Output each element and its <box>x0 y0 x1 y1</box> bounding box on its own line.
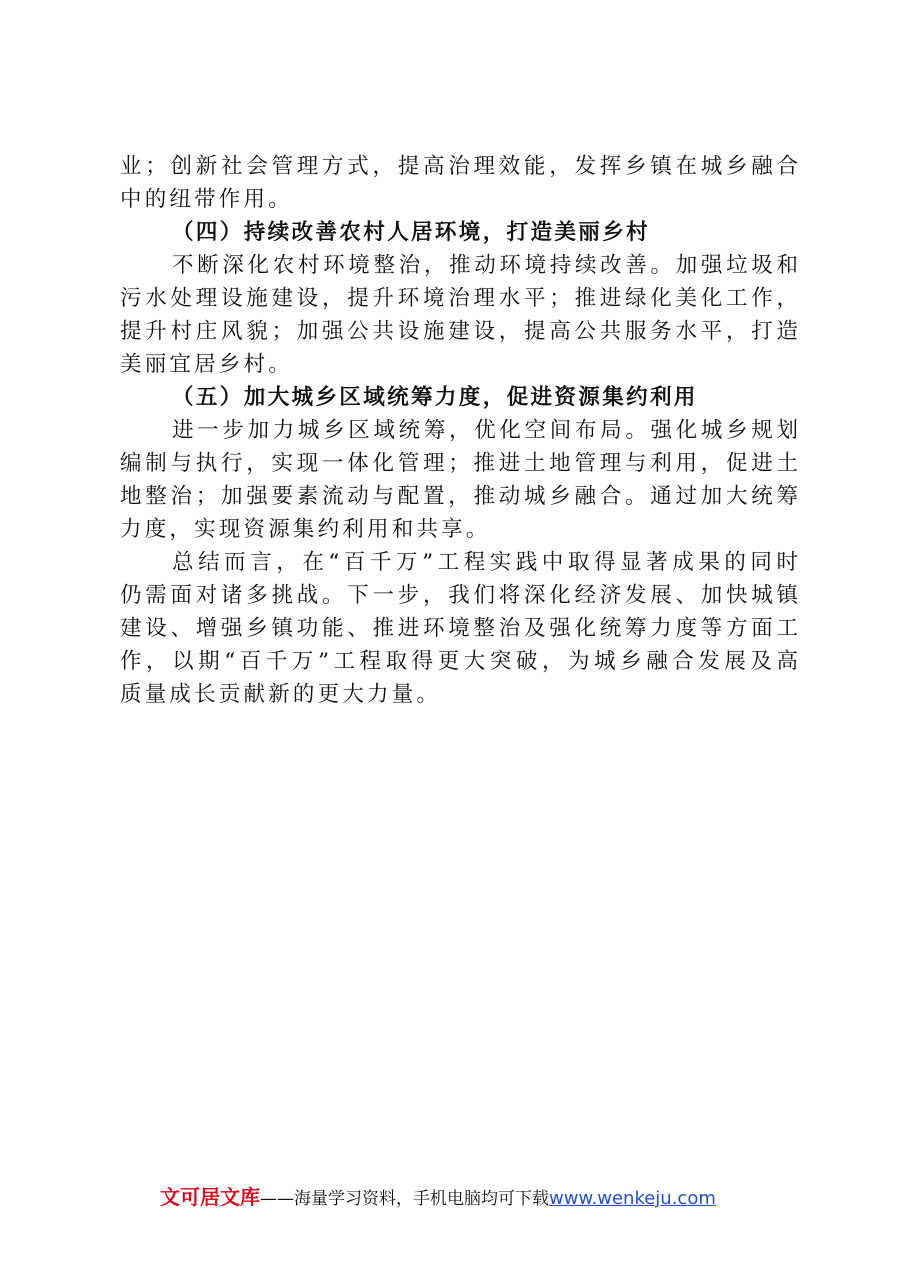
paragraph <box>120 150 798 216</box>
document-body <box>120 150 798 711</box>
paragraph <box>120 414 798 546</box>
text-line: 不断深化农村环境整治，推动环境持续改善。加强垃圾和 <box>172 253 798 278</box>
text-line: 仍需面对诸多挑战。下一步，我们将深化经济发展、加快城镇 <box>120 583 798 608</box>
text-line: 地整治；加强要素流动与配置，推动城乡融合。通过加大统筹 <box>120 484 798 509</box>
text-line: 编制与执行，实现一体化管理；推进土地管理与利用，促进土 <box>120 451 798 476</box>
text-line: 中的纽带作用。 <box>120 187 293 212</box>
text-line: 提升村庄风貌；加强公共设施建设，提高公共服务水平，打造 <box>120 319 798 344</box>
paragraph <box>120 546 798 711</box>
footer-tagline: ——海量学习资料，手机电脑均可下载 <box>260 1189 549 1209</box>
text-line: 进一步加力城乡区域统筹，优化空间布局。强化城乡规划 <box>172 418 798 443</box>
text-line: 作，以期“百千万”工程取得更大突破，为城乡融合发展及高 <box>120 649 798 674</box>
text-line: 质量成长贡献新的更大力量。 <box>120 682 442 707</box>
section-heading-4: （四）持续改善农村人居环境，打造美丽乡村 <box>172 220 651 245</box>
text-line: 污水处理设施建设，提升环境治理水平；推进绿化美化工作， <box>120 286 798 311</box>
website-link[interactable]: www.wenkeju.com <box>549 1188 716 1209</box>
brand-name: 文可居文库 <box>160 1185 260 1209</box>
text-line: 力度，实现资源集约利用和共享。 <box>120 517 491 542</box>
paragraph <box>120 249 798 381</box>
footer-banner <box>160 1182 800 1212</box>
section-heading-5: （五）加大城乡区域统筹力度，促进资源集约利用 <box>172 385 698 410</box>
text-line: 美丽宜居乡村。 <box>120 352 293 377</box>
text-line: 业；创新社会管理方式，提高治理效能，发挥乡镇在城乡融合 <box>120 154 798 179</box>
text-line: 总结而言，在“百千万”工程实践中取得显著成果的同时 <box>172 550 798 575</box>
text-line: 建设、增强乡镇功能、推进环境整治及强化统筹力度等方面工 <box>120 616 798 641</box>
